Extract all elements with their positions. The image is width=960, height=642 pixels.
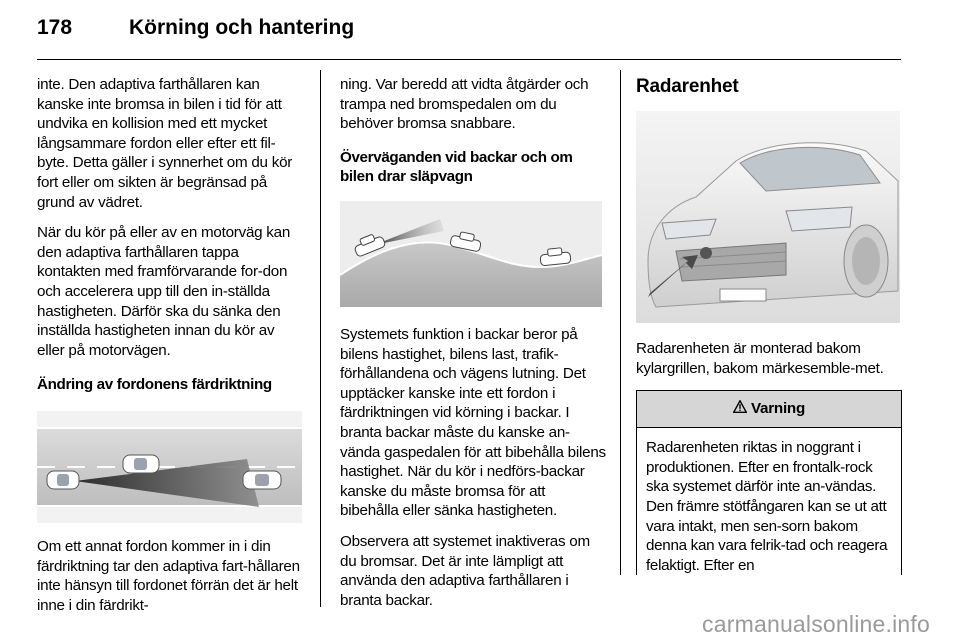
radar-unit-illustration <box>636 111 900 323</box>
watermark: carmanualsonline.info <box>702 611 930 637</box>
header-rule <box>37 59 901 60</box>
col1-paragraph-2: När du kör på eller av en motorväg kan den adaptiva farthållaren tappa kontakten med framförvarande for-don och accelerera upp till den in-ställda hastigheten. Därför ska du sänka den inställda hastigheten innan du kör av eller på motorvägen. <box>37 224 291 359</box>
hill-svg <box>340 201 602 307</box>
column-divider-2 <box>620 70 621 575</box>
warning-triangle-icon <box>733 399 747 419</box>
col2-paragraph-2: Systemets funktion i backar beror på bilens hastighet, bilens last, trafik-förhållandena och vägens lutning. Det upptäcker kanske inte ett fordon i färdriktningen vid körning i backar. I branta backar måste du kanske an-vända gaspedalen för att bibehålla bilens hastighet. När du kör i nedförs-backar kanske du måste bromsa för att bibehålla eller sänka hastigheten. <box>340 325 606 520</box>
radar-car-svg <box>636 111 900 323</box>
page-number: 178 <box>37 16 73 39</box>
col2-paragraph-1: ning. Var beredd att vidta åtgärder och trampa ned bromspedalen om du behöver bromsa snabbare. <box>340 76 589 133</box>
page-header <box>37 16 354 50</box>
col2-paragraph-3: Observera att systemet inaktiveras om du bromsar. Det är inte lämpligt att använda den adaptiva farthållaren i branta backar. <box>340 532 590 609</box>
car-merging <box>123 455 159 473</box>
column-2 <box>340 75 606 621</box>
car-own <box>47 471 79 489</box>
col1-paragraph-3: Om ett annat fordon kommer in i din färdriktning tar den adaptiva fart-hållaren inte hänsyn till fordonet förrän det är helt inne i din färdrikt- <box>37 537 300 614</box>
hill-illustration <box>340 201 602 307</box>
column-3 <box>636 75 902 575</box>
col2-heading-hills: Överväganden vid backar och om bilen drar släpvagn <box>340 148 573 186</box>
chapter-title: Körning och hantering <box>129 16 355 39</box>
lane-change-svg <box>37 411 302 523</box>
lane-change-illustration <box>37 411 302 523</box>
col3-paragraph-1: Radarenheten är monterad bakom kylargrillen, bakom märkesemble-met. <box>636 340 884 377</box>
warning-header <box>637 391 901 428</box>
column-1 <box>37 75 305 626</box>
warning-box <box>636 390 902 575</box>
col1-heading-lane-change: Ändring av fordonens färdriktning <box>37 376 272 394</box>
col3-heading-radar: Radarenhet <box>636 76 739 97</box>
warning-title: Varning <box>751 400 805 418</box>
warning-text: Radarenheten riktas in noggrant i produktionen. Efter en frontalk-rock ska systemet därför inte an-vändas. Den främre stötfångaren kan se ut att vara intakt, men sen-sorn bakom denna kan vara felrik-tad och reagera felaktigt. Efter en <box>646 439 888 574</box>
col1-paragraph-1: inte. Den adaptiva farthållaren kan kanske inte bromsa in bilen i tid för att undvika en kollision med ett mycket långsammare fordon eller efter ett fil-byte. Detta gäller i synnerhet om du kör fort eller om sikten är begränsad på grund av vädret. <box>37 76 293 211</box>
column-divider-1 <box>320 70 321 607</box>
car-ahead <box>243 471 281 489</box>
